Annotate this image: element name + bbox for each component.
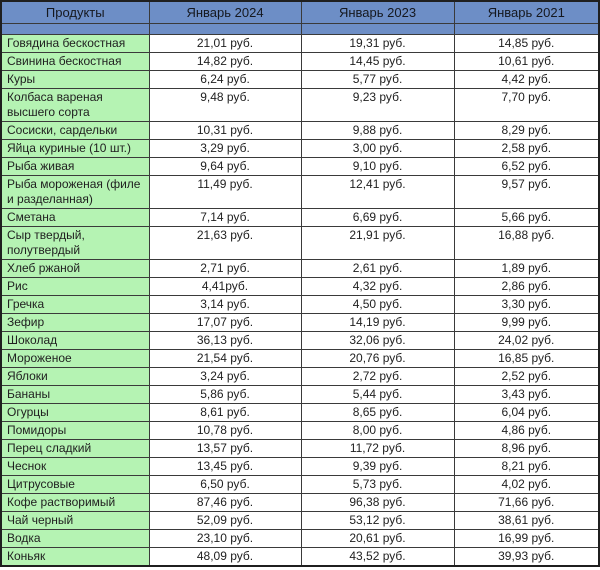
price-cell-jan2021: 6,04 руб. [454,404,599,422]
price-cell-jan2023: 2,61 руб. [301,260,454,278]
price-cell-jan2024: 13,45 руб. [149,458,301,476]
price-cell-jan2023: 5,44 руб. [301,386,454,404]
product-cell: Зефир [1,314,149,332]
price-cell-jan2023: 32,06 руб. [301,332,454,350]
price-cell-jan2024: 21,54 руб. [149,350,301,368]
product-cell: Сметана [1,209,149,227]
table-row [1,71,599,89]
product-cell: Сыр твердый, полутвердый [1,227,149,260]
price-cell-jan2021: 14,85 руб. [454,35,599,53]
table-row [1,458,599,476]
price-cell-jan2023: 14,45 руб. [301,53,454,71]
header-row [1,1,599,24]
price-cell-jan2021: 71,66 руб. [454,494,599,512]
product-cell: Бананы [1,386,149,404]
price-cell-jan2023: 21,91 руб. [301,227,454,260]
table-row [1,227,599,260]
price-cell-jan2021: 16,85 руб. [454,350,599,368]
price-cell-jan2024: 23,10 руб. [149,530,301,548]
price-cell-jan2021: 39,93 руб. [454,548,599,567]
product-cell: Свинина бескостная [1,53,149,71]
price-cell-jan2023: 5,77 руб. [301,71,454,89]
price-cell-jan2024: 36,13 руб. [149,332,301,350]
product-cell: Говядина бескостная [1,35,149,53]
price-cell-jan2021: 2,58 руб. [454,140,599,158]
price-cell-jan2024: 9,64 руб. [149,158,301,176]
table-row [1,512,599,530]
price-cell-jan2023: 8,00 руб. [301,422,454,440]
price-cell-jan2021: 2,52 руб. [454,368,599,386]
price-cell-jan2024: 10,31 руб. [149,122,301,140]
table-row [1,548,599,567]
price-cell-jan2024: 4,41руб. [149,278,301,296]
column-header-jan-2023: Январь 2023 [301,1,454,24]
price-cell-jan2021: 9,57 руб. [454,176,599,209]
column-header-jan-2024: Январь 2024 [149,1,301,24]
column-header-jan-2021: Январь 2021 [454,1,599,24]
table-row [1,368,599,386]
table-row [1,158,599,176]
price-cell-jan2024: 14,82 руб. [149,53,301,71]
product-cell: Мороженое [1,350,149,368]
table-row [1,209,599,227]
product-cell: Шоколад [1,332,149,350]
price-cell-jan2024: 9,48 руб. [149,89,301,122]
price-cell-jan2024: 17,07 руб. [149,314,301,332]
product-cell: Гречка [1,296,149,314]
table-row [1,530,599,548]
price-cell-jan2024: 52,09 руб. [149,512,301,530]
product-cell: Яблоки [1,368,149,386]
table-row [1,404,599,422]
table-row [1,176,599,209]
price-cell-jan2023: 19,31 руб. [301,35,454,53]
header-spacer-cell [1,24,149,35]
price-cell-jan2021: 10,61 руб. [454,53,599,71]
price-cell-jan2023: 4,50 руб. [301,296,454,314]
header-spacer-cell [301,24,454,35]
product-cell: Рыба мороженая (филе и разделанная) [1,176,149,209]
product-cell: Сосиски, сардельки [1,122,149,140]
table-row [1,296,599,314]
price-cell-jan2023: 6,69 руб. [301,209,454,227]
price-cell-jan2021: 4,42 руб. [454,71,599,89]
table-row [1,53,599,71]
price-cell-jan2021: 24,02 руб. [454,332,599,350]
table-row [1,278,599,296]
price-cell-jan2024: 6,50 руб. [149,476,301,494]
product-cell: Куры [1,71,149,89]
product-cell: Кофе растворимый [1,494,149,512]
table-row [1,260,599,278]
price-cell-jan2024: 13,57 руб. [149,440,301,458]
price-cell-jan2023: 9,39 руб. [301,458,454,476]
table-row [1,314,599,332]
price-cell-jan2021: 9,99 руб. [454,314,599,332]
price-cell-jan2024: 87,46 руб. [149,494,301,512]
table-row [1,386,599,404]
price-cell-jan2021: 5,66 руб. [454,209,599,227]
product-cell: Перец сладкий [1,440,149,458]
price-cell-jan2024: 10,78 руб. [149,422,301,440]
product-cell: Чай черный [1,512,149,530]
price-cell-jan2024: 2,71 руб. [149,260,301,278]
price-cell-jan2021: 3,43 руб. [454,386,599,404]
price-cell-jan2021: 8,96 руб. [454,440,599,458]
price-cell-jan2021: 6,52 руб. [454,158,599,176]
header-spacer-cell [454,24,599,35]
price-cell-jan2023: 9,10 руб. [301,158,454,176]
price-cell-jan2024: 6,24 руб. [149,71,301,89]
table-row [1,476,599,494]
price-cell-jan2023: 3,00 руб. [301,140,454,158]
price-cell-jan2024: 48,09 руб. [149,548,301,567]
table-row [1,89,599,122]
price-cell-jan2024: 21,63 руб. [149,227,301,260]
price-cell-jan2021: 8,29 руб. [454,122,599,140]
price-cell-jan2023: 9,23 руб. [301,89,454,122]
price-cell-jan2023: 53,12 руб. [301,512,454,530]
product-cell: Чеснок [1,458,149,476]
header-spacer-row [1,24,599,35]
table-row [1,140,599,158]
table-header [1,1,599,35]
price-cell-jan2023: 20,76 руб. [301,350,454,368]
table-row [1,494,599,512]
price-cell-jan2021: 8,21 руб. [454,458,599,476]
price-cell-jan2024: 21,01 руб. [149,35,301,53]
table-row [1,122,599,140]
table-row [1,422,599,440]
column-header-products: Продукты [1,1,149,24]
price-cell-jan2024: 3,14 руб. [149,296,301,314]
product-cell: Рис [1,278,149,296]
price-cell-jan2024: 7,14 руб. [149,209,301,227]
product-cell: Коньяк [1,548,149,567]
price-cell-jan2023: 9,88 руб. [301,122,454,140]
price-cell-jan2023: 96,38 руб. [301,494,454,512]
price-cell-jan2023: 8,65 руб. [301,404,454,422]
price-cell-jan2024: 5,86 руб. [149,386,301,404]
table-row [1,35,599,53]
price-cell-jan2021: 4,86 руб. [454,422,599,440]
product-cell: Водка [1,530,149,548]
product-cell: Рыба живая [1,158,149,176]
price-cell-jan2021: 38,61 руб. [454,512,599,530]
price-cell-jan2024: 8,61 руб. [149,404,301,422]
price-cell-jan2021: 4,02 руб. [454,476,599,494]
price-cell-jan2021: 3,30 руб. [454,296,599,314]
price-cell-jan2021: 16,88 руб. [454,227,599,260]
product-cell: Яйца куриные (10 шт.) [1,140,149,158]
table-row [1,350,599,368]
price-cell-jan2024: 3,29 руб. [149,140,301,158]
price-cell-jan2023: 5,73 руб. [301,476,454,494]
product-cell: Помидоры [1,422,149,440]
price-cell-jan2023: 14,19 руб. [301,314,454,332]
price-cell-jan2021: 1,89 руб. [454,260,599,278]
price-cell-jan2024: 11,49 руб. [149,176,301,209]
header-spacer-cell [149,24,301,35]
product-cell: Огурцы [1,404,149,422]
price-cell-jan2024: 3,24 руб. [149,368,301,386]
price-cell-jan2023: 20,61 руб. [301,530,454,548]
product-cell: Цитрусовые [1,476,149,494]
price-cell-jan2023: 4,32 руб. [301,278,454,296]
product-cell: Колбаса вареная высшего сорта [1,89,149,122]
price-cell-jan2023: 2,72 руб. [301,368,454,386]
price-cell-jan2023: 43,52 руб. [301,548,454,567]
table-row [1,440,599,458]
table-body [1,35,599,567]
price-cell-jan2021: 2,86 руб. [454,278,599,296]
table-row [1,332,599,350]
price-cell-jan2023: 11,72 руб. [301,440,454,458]
price-cell-jan2021: 16,99 руб. [454,530,599,548]
price-cell-jan2021: 7,70 руб. [454,89,599,122]
product-cell: Хлеб ржаной [1,260,149,278]
price-cell-jan2023: 12,41 руб. [301,176,454,209]
